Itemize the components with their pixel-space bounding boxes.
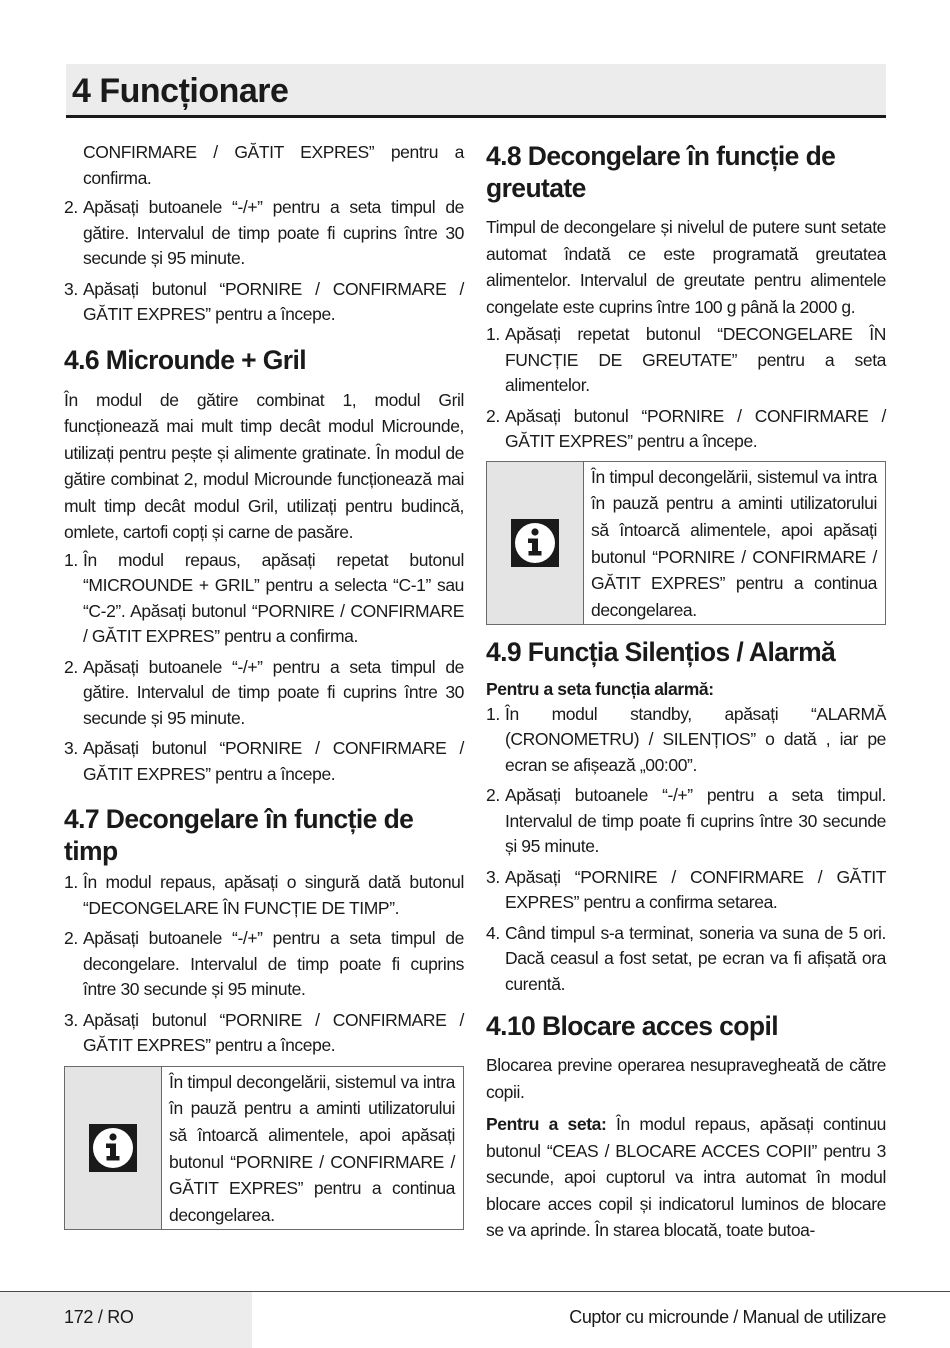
section-4-7-list: [64, 870, 464, 1059]
note-text: În timpul decongelării, sistemul va intra în pauză pentru a aminti utilizatorului să întoarcă alimentele, apoi apăsați butonul “PORNIRE / CONFIRMARE / GĂTIT EXPRES” pentru a continua decongelarea.: [169, 1071, 455, 1226]
section-4-6-paragraph: În modul de gătire combinat 1, modul Gril funcționează mai mult timp decât modul Microunde, utilizați pentru pește și alimente gratinate. În modul de gătire combinat 2, modul Microunde funcționează mai mult timp decât modul Gril, utilizați pentru budincă, omlete, cartofi copți și carne de pasăre.: [64, 389, 464, 542]
list-item: [486, 865, 886, 916]
list-text: Apăsați butoanele “-/+” pentru a seta timpul de decongelare. Intervalul de timp poate fi cuprins între 30 secunde și 95 minute.: [83, 928, 464, 999]
left-column: [64, 140, 464, 1230]
paragraph-text: În modul repaus, apăsați continuu butonul “CEAS / BLOCARE ACCES COPII” pentru 3 secunde, apoi cuptorul va intra automat în modul blocare acces copil și indicatorul luminos de blocare se va aprinde. În starea blocată, toate butoa-: [486, 1114, 886, 1241]
list-number: 2.: [486, 785, 500, 806]
section-4-8-paragraph: Timpul de decongelare și nivelul de putere sunt setate automat îndată ce este programată greutatea alimentelor. Intervalul de greutate pentru alimentele congelate este cuprins între 100 g până la 2000 g.: [486, 217, 886, 317]
right-column: [486, 140, 886, 1244]
section-4-9-list: [486, 702, 886, 998]
list-text: În modul standby, apăsați “ALARMĂ (CRONOMETRU) / SILENȚIOS” o dată , iar pe ecran se afișează „00:00”.: [505, 703, 886, 775]
list-text: Apăsați butonul “PORNIRE / CONFIRMARE / GĂTIT EXPRES” pentru a începe.: [83, 1009, 464, 1055]
list-number: 2.: [64, 197, 78, 217]
list-item: [486, 322, 886, 399]
list-text: Apăsați butonul “PORNIRE / CONFIRMARE / GĂTIT EXPRES” pentru a începe.: [83, 278, 464, 324]
list-text: Apăsați butonul “PORNIRE / CONFIRMARE / GĂTIT EXPRES” pentru a începe.: [83, 738, 464, 784]
list-text: Apăsați repetat butonul “DECONGELARE ÎN FUNCȚIE DE GREUTATE” pentru a seta alimentelor.: [505, 324, 886, 395]
list-text: Apăsați butoanele “-/+” pentru a seta timpul de gătire. Intervalul de timp poate fi cuprins între 30 secunde și 95 minute.: [83, 656, 464, 728]
section-4-9-subheading: Pentru a seta funcția alarmă:: [486, 678, 714, 699]
list-text: Apăsați “PORNIRE / CONFIRMARE / GĂTIT EXPRES” pentru a confirma setarea.: [505, 866, 886, 913]
list-text: Apăsați butoanele “-/+” pentru a seta timpul. Intervalul de timp poate fi cuprins între 30 secunde și 95 minute.: [505, 785, 886, 857]
section-4-10-paragraph-2: [486, 1111, 886, 1244]
section-4-10-title: 4.10 Blocare acces copil: [486, 1011, 779, 1042]
chapter-title: 4 Funcționare: [72, 72, 289, 110]
list-number: 4.: [486, 922, 500, 943]
list-text: În modul repaus, apăsați repetat butonul “MICROUNDE + GRIL” pentru a selecta “C-1” sau “C-2”. Apăsați butonul “PORNIRE / CONFIRMARE / GĂTIT EXPRES” pentru a confirma.: [83, 549, 464, 646]
list-number: 3.: [486, 866, 500, 887]
list-item: [64, 548, 464, 650]
list-item: [486, 921, 886, 998]
info-icon-cell: [65, 1067, 162, 1229]
page-number: 172 / RO: [64, 1307, 134, 1327]
list-item: [64, 926, 464, 1003]
list-number: 3.: [64, 278, 78, 299]
list-number: 3.: [64, 1009, 78, 1030]
list-item: [64, 870, 464, 921]
list-number: 1.: [486, 324, 500, 344]
bold-lead: Pentru a seta:: [486, 1114, 607, 1135]
footer-title: Cuptor cu microunde / Manual de utilizare: [569, 1307, 886, 1327]
section-4-9-title: 4.9 Funcția Silențios / Alarmă: [486, 636, 836, 667]
list-number: 2.: [64, 656, 78, 677]
intro-continuation: CONFIRMARE / GĂTIT EXPRES” pentru a confirma.: [83, 142, 464, 188]
section-4-6-list: [64, 548, 464, 788]
list-number: 2.: [64, 928, 78, 948]
section-4-8-title: 4.8 Decongelare în funcție de greutate: [486, 141, 836, 203]
list-text: În modul repaus, apăsați o singură dată butonul “DECONGELARE ÎN FUNCȚIE DE TIMP”.: [83, 872, 464, 918]
note-text: În timpul decongelării, sistemul va intra în pauză pentru a aminti utilizatorului să întoarcă alimentele, apoi apăsați butonul “PORNIRE / CONFIRMARE / GĂTIT EXPRES” pentru a continua decongelarea.: [591, 466, 877, 621]
list-text: Când timpul s-a terminat, soneria va suna de 5 ori. Dacă ceasul a fost setat, pe ecran va fi afișată ora curentă.: [505, 922, 886, 994]
list-number: 3.: [64, 738, 78, 758]
list-number: 2.: [486, 405, 500, 426]
list-item: [64, 736, 464, 787]
page-header: [66, 64, 886, 118]
section-4-8-list: [486, 322, 886, 455]
list-item: [64, 195, 464, 272]
list-item: [486, 702, 886, 779]
section-4-10-paragraph: Blocarea previne operarea nesupravegheată de către copii.: [486, 1055, 886, 1102]
list-item: [486, 404, 886, 455]
info-icon: [89, 1124, 137, 1172]
list-item: [64, 277, 464, 328]
section-4-7-title: 4.7 Decongelare în funcție de timp: [64, 804, 414, 866]
info-icon: [511, 519, 559, 567]
info-icon-cell: [487, 462, 584, 624]
section-4-6-title: 4.6 Microunde + Gril: [64, 344, 307, 375]
info-note: [486, 461, 886, 625]
intro-list: [64, 195, 464, 328]
list-item: [64, 655, 464, 732]
list-item: [486, 783, 886, 860]
list-text: Apăsați butoanele “-/+” pentru a seta timpul de gătire. Intervalul de timp poate fi cuprins între 30 secunde și 95 minute.: [83, 197, 464, 268]
list-number: 1.: [64, 872, 78, 892]
list-number: 1.: [64, 549, 78, 570]
list-number: 1.: [486, 703, 500, 724]
info-note: [64, 1066, 464, 1230]
list-item: [64, 1008, 464, 1059]
list-text: Apăsați butonul “PORNIRE / CONFIRMARE / GĂTIT EXPRES” pentru a începe.: [505, 405, 886, 451]
